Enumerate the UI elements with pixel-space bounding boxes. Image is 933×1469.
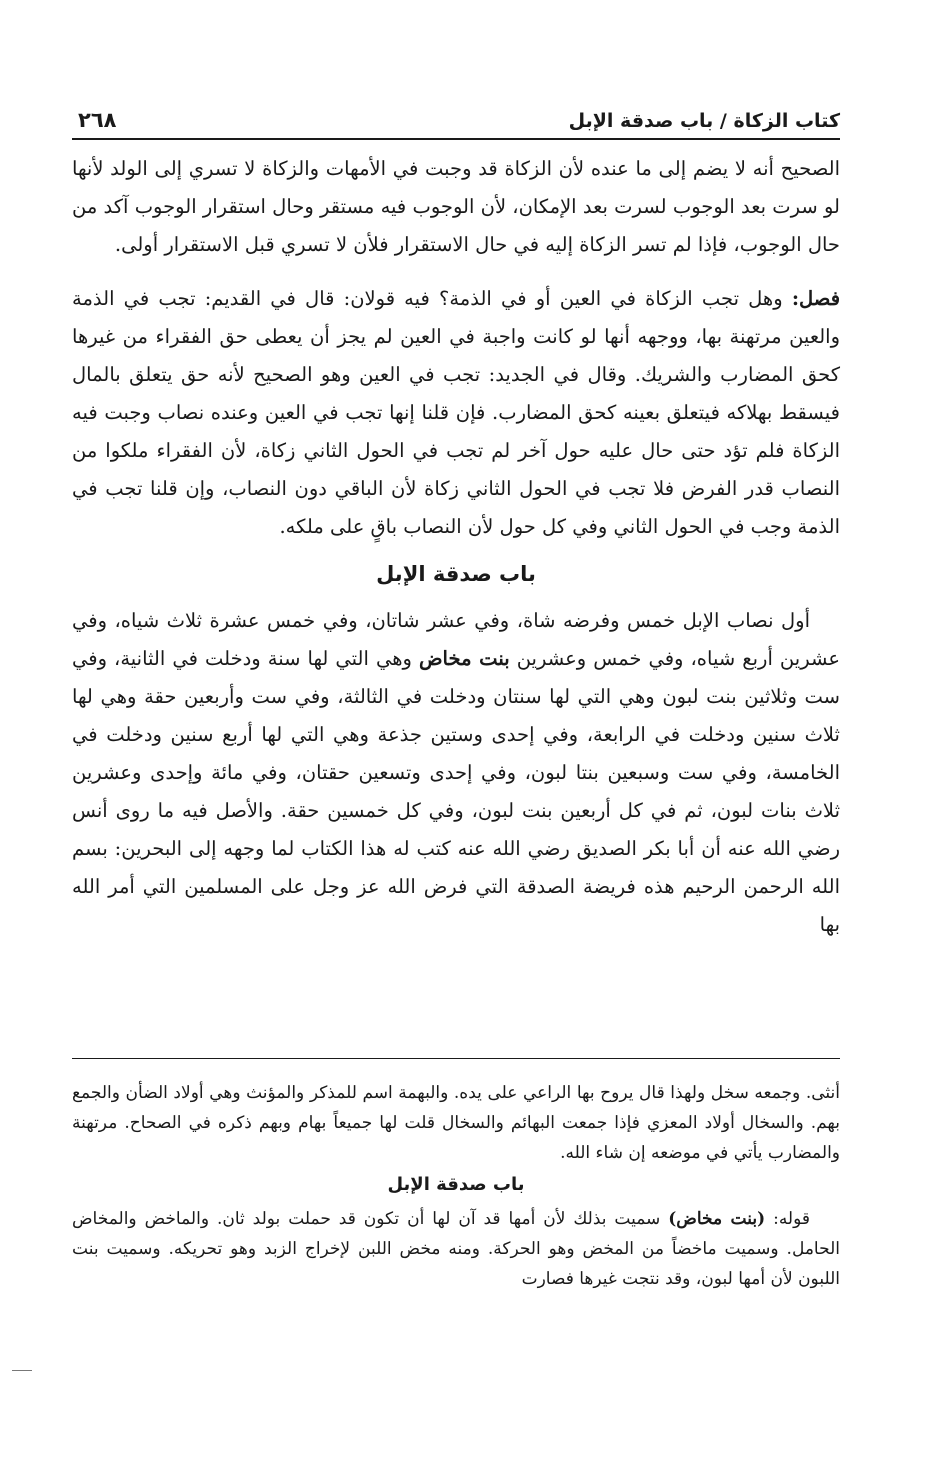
footnote-paragraph: أنثى. وجمعه سخل ولهذا قال يروح بها الراعي على يده. والبهمة اسم للمذكر والمؤنث وهي أولاد الضأن والجمع بهم. والسخال أولاد المعزي فإذا جمعت البهائم والسخال قلت لها جميعاً بهام وبهم ذكره في الصحاح. مرتهنة والمضارب يأتي في موضعه إن شاء الله. <box>72 1083 840 1163</box>
footnote-heading: باب صدقة الإبل <box>387 1174 525 1195</box>
main-text <box>72 150 840 944</box>
header-rule <box>72 138 840 140</box>
footnote-rule <box>72 1058 840 1059</box>
scan-mark <box>12 1370 32 1371</box>
section-heading: باب صدقة الإبل <box>376 562 536 586</box>
paragraph-text: أول نصاب الإبل خمس وفرضه شاة، وفي عشر شاتان، وفي خمس عشرة ثلاث شياه، وفي عشرين أربع شياه، وفي خمس وعشرين <box>72 609 840 670</box>
bold-term: بنت مخاض <box>418 647 510 670</box>
footnote-text: سميت بذلك لأن أمها قد آن لها أن تكون قد حملت بولد ثان. والماخض والمخاض الحامل. وسميت ماخضاً من المخض وهو الحركة. ومنه مخض اللبن لإخراج الزبد وهو تحريكه. وسميت بنت اللبون لأن أمها لبون، وقد نتجت غيرها فصارت <box>72 1209 840 1289</box>
footnotes <box>72 1078 840 1294</box>
running-header <box>78 96 840 132</box>
paragraph-text: وهي التي لها سنة ودخلت في الثانية، وفي ست وثلاثين بنت لبون وهي التي لها سنتان ودخلت في الثالثة، وفي ست وأربعين حقة وهي لها ثلاث سنين ودخلت في الرابعة، وفي إحدى وستين جذعة وهي التي لها أربع سنين ودخلت في الخامسة، وفي ست وسبعين بنتا لبون، وفي إحدى وتسعين حقتان، وفي مائة وإحدى وعشرين ثلاث بنات لبون، ثم في كل أربعين بنت لبون، وفي كل خمسين حقة. والأصل فيه ما روى أنس رضي الله عنه أن أبا بكر الصديق رضي الله عنه كتب له هذا الكتاب لما وجهه إلى البحرين: بسم الله الرحمن الرحيم هذه فريضة الصدقة التي فرض الله عز وجل على المسلمين التي أمر الله بها <box>72 647 840 936</box>
page-number: ٢٦٨ <box>78 108 117 132</box>
fasl-label: فصل: <box>791 287 841 310</box>
paragraph-fasl <box>72 280 840 546</box>
paragraph <box>72 150 840 264</box>
header-title: كتاب الزكاة / باب صدقة الإبل <box>568 110 840 132</box>
paragraph-text: الصحيح أنه لا يضم إلى ما عنده لأن الزكاة قد وجبت في الأمهات والزكاة لا تسري إلى الولد لأنها لو سرت بعد الوجوب لسرت بعد الإمكان، لأن الوجوب فيه مستقر وحال استقرار الوجوب آكد من حال الوجوب، فإذا لم تسر الزكاة إليه في حال الاستقرار فلأن لا تسري قبل الاستقرار أولى. <box>72 157 840 256</box>
footnote-paragraph <box>72 1204 840 1294</box>
paragraph <box>72 602 840 944</box>
footnote-bold-term: (بنت مخاض) <box>668 1209 766 1229</box>
paragraph-text: وهل تجب الزكاة في العين أو في الذمة؟ فيه قولان: قال في القديم: تجب في الذمة والعين مرتهنة بها، ووجهه أنها لو كانت واجبة في العين لم يجز أن يعطى حق الفقراء من غيرها كحق المضارب والشريك. وقال في الجديد: تجب في العين وهو الصحيح لأنه حق يتعلق بالمال فيسقط بهلاكه فيتعلق بعينه كحق المضارب. فإن قلنا إنها تجب في العين وعنده نصاب وجبت فيه الزكاة فلم تؤد حتى حال عليه حول آخر لم تجب في الحول الثاني زكاة، لأن الفقراء ملكوا من النصاب قدر الفرض فلا تجب في الحول الثاني زكاة لأن الباقي دون النصاب، وإن قلنا تجب في الذمة وجب في الحول الثاني وفي كل حول لأن النصاب باقٍ على ملكه. <box>72 287 840 538</box>
footnote-lead: قوله: <box>773 1209 811 1229</box>
